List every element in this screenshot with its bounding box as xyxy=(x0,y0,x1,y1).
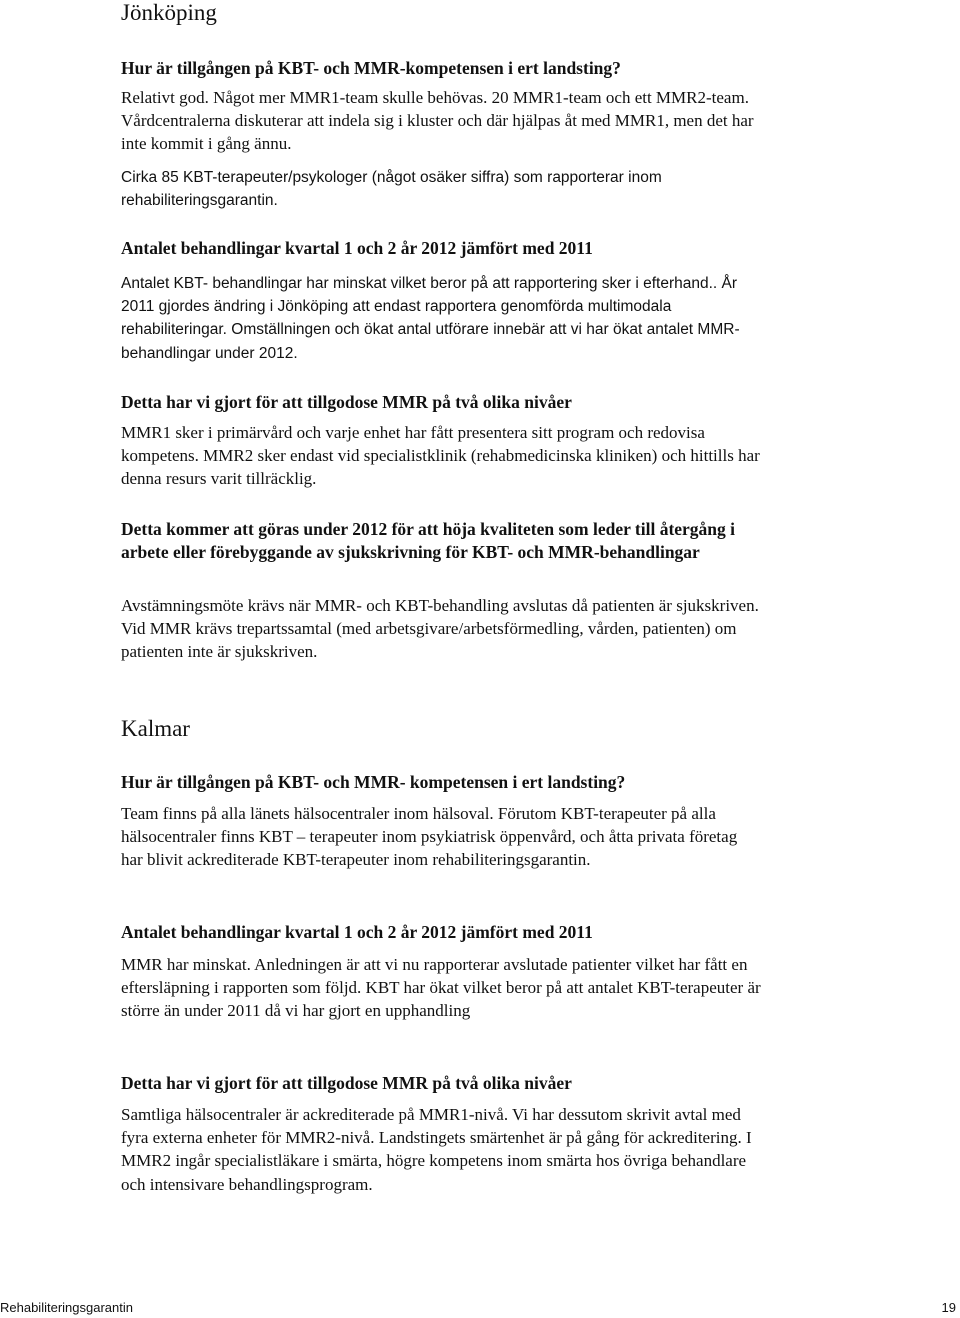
paragraph: Avstämningsmöte krävs när MMR- och KBT-behandling avslutas då patienten är sjukskriven. Vid MMR krävs trepartssamtal (med arbetsgivare/arbetsförmedling, vården, patienten) om patienten inte är sjukskriven. xyxy=(121,596,759,662)
question-heading: Detta har vi gjort för att tillgodose MMR på två olika nivåer xyxy=(121,1073,572,1093)
paragraph: MMR har minskat. Anledningen är att vi nu rapporterar avslutade patienter vilket har fått en eftersläpning i rapporten som följd. KBT har ökat vilket beror på att antalet KBT-terapeuter är större än under 2011 då vi har gjort en upphandling xyxy=(121,955,761,1021)
paragraph: Antalet KBT- behandlingar har minskat vilket beror på att rapportering sker i efterhand.. År 2011 gjordes ändring i Jönköping att endast rapportera genomförda multimodala rehabiliteringar. Omställningen och ökat antal utförare innebär att vi har ökat antalet MMR-behandlingar under 2012. xyxy=(121,275,740,362)
paragraph: Team finns på alla länets hälsocentraler inom hälsoval. Förutom KBT-terapeuter på alla hälsocentraler finns KBT – terapeuter inom psykiatrisk öppenvård, och åtta privata företag har blivit ackrediterade KBT-terapeuter inom rehabiliteringsgarantin. xyxy=(121,804,738,870)
question-heading: Detta har vi gjort för att tillgodose MMR på två olika nivåer xyxy=(121,392,572,412)
region-heading-jonkoping: Jönköping xyxy=(121,0,217,25)
question-heading: Antalet behandlingar kvartal 1 och 2 år 2012 jämfört med 2011 xyxy=(121,238,593,258)
region-heading-kalmar: Kalmar xyxy=(121,716,190,741)
footer-title: Rehabiliteringsgarantin xyxy=(0,1300,133,1315)
question-heading: Antalet behandlingar kvartal 1 och 2 år 2012 jämfört med 2011 xyxy=(121,922,593,942)
paragraph: MMR1 sker i primärvård och varje enhet har fått presentera sitt program och redovisa kompetens. MMR2 sker endast vid specialistklinik (rehabmedicinska kliniken) och hittills har denna resurs varit tillräcklig. xyxy=(121,423,760,489)
page-number: 19 xyxy=(941,1300,956,1315)
question-heading: Hur är tillgången på KBT- och MMR- kompetensen i ert landsting? xyxy=(121,772,626,792)
paragraph: Samtliga hälsocentraler är ackrediterade på MMR1-nivå. Vi har dessutom skrivit avtal med fyra externa enheter för MMR2-nivå. Landstingets smärtenhet är på gång för ackreditering. I MMR2 ingår specialistläkare i smärta, högre kompetens inom smärta hos övriga behandlare och intensivare behandlingsprogram. xyxy=(121,1105,752,1194)
paragraph: Relativt god. Något mer MMR1-team skulle behövas. 20 MMR1-team och ett MMR2-team. Vårdcentralerna diskuterar att indela sig i kluster och där hjälpas åt med MMR1, men det har inte kommit i gång ännu. xyxy=(121,88,754,154)
paragraph: Cirka 85 KBT-terapeuter/psykologer (något osäker siffra) som rapporterar inom rehabiliteringsgarantin. xyxy=(121,169,662,210)
question-heading: Hur är tillgången på KBT- och MMR-kompetensen i ert landsting? xyxy=(121,58,621,78)
question-heading: Detta kommer att göras under 2012 för att höja kvaliteten som leder till återgång i arbete eller förebyggande av sjukskrivning för KBT- och MMR-behandlingar xyxy=(121,519,736,562)
